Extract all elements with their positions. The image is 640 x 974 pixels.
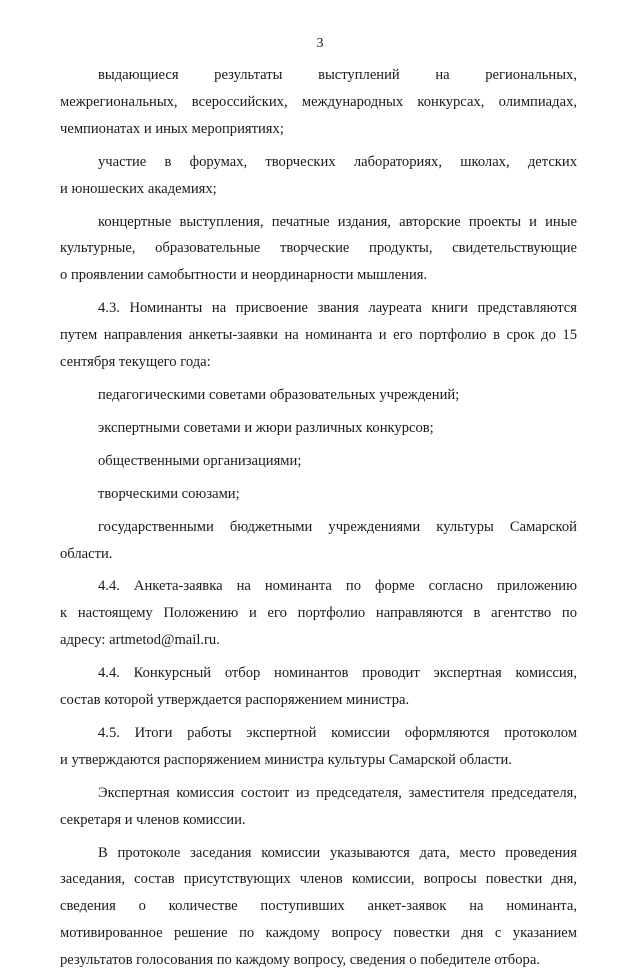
- text-line: состав которой утверждается распоряжением министра.: [60, 692, 410, 709]
- page-number: 3: [316, 36, 324, 51]
- text-line: Экспертная комиссия состоит из председателя, заместителя председателя,: [98, 784, 577, 801]
- paragraph-4-5: [60, 720, 577, 774]
- text-line: и юношеских академиях;: [60, 180, 217, 197]
- text-line: путем направления анкеты-заявки на номинанта и его портфолио в срок до 15: [60, 327, 577, 344]
- text-line: государственными бюджетными учреждениями культуры Самарской: [98, 518, 577, 535]
- text-line: чемпионатах и иных мероприятиях;: [60, 120, 284, 137]
- list-item-public-organizations: общественными организациями;: [98, 452, 302, 469]
- text-line: секретаря и членов комиссии.: [60, 811, 246, 828]
- text-line: 4.3. Номинанты на присвоение звания лауреата книги представляются: [98, 300, 577, 317]
- text-line: к настоящему Положению и его портфолио направляются в агентство по: [60, 605, 577, 622]
- text-line: 4.4. Анкета-заявка на номинанта по форме согласно приложению: [98, 578, 577, 595]
- text-line: заседания, состав присутствующих членов комиссии, вопросы повестки дня,: [60, 871, 577, 888]
- text-line: сведения о количестве поступивших анкет-заявок на номинанта,: [60, 898, 577, 915]
- list-item-state-institutions: [60, 514, 577, 568]
- paragraph-4-4-application: [60, 573, 577, 654]
- list-item-expert-councils: экспертными советами и жюри различных конкурсов;: [98, 419, 434, 436]
- text-line: концертные выступления, печатные издания, авторские проекты и иные: [98, 213, 577, 230]
- document-body: [60, 62, 577, 974]
- text-line: участие в форумах, творческих лабораториях, школах, детских: [98, 153, 577, 170]
- text-line: о проявлении самобытности и неординарности мышления.: [60, 267, 428, 284]
- paragraph-4-4-selection: [60, 660, 577, 714]
- text-line: и утверждаются распоряжением министра культуры Самарской области.: [60, 751, 512, 768]
- text-line: результатов голосования по каждому вопросу, сведения о победителе отбора.: [60, 952, 540, 969]
- paragraph-achievements: [60, 62, 577, 143]
- paragraph-concerts: [60, 209, 577, 290]
- text-line: 4.4. Конкурсный отбор номинантов проводит экспертная комиссия,: [98, 665, 577, 682]
- list-item-pedagogical-councils: педагогическими советами образовательных учреждений;: [98, 386, 460, 403]
- text-line: культурные, образовательные творческие продукты, свидетельствующие: [60, 240, 577, 257]
- text-line: выдающиеся результаты выступлений на региональных,: [98, 67, 577, 83]
- text-line: межрегиональных, всероссийских, международных конкурсах, олимпиадах,: [60, 93, 577, 110]
- text-line: 4.5. Итоги работы экспертной комиссии оформляются протоколом: [98, 724, 577, 741]
- text-line: В протоколе заседания комиссии указываются дата, место проведения: [98, 844, 577, 861]
- text-line: адресу: artmetod@mail.ru.: [60, 632, 220, 649]
- paragraph-protocol: [60, 840, 577, 974]
- paragraph-4-3: [60, 295, 577, 376]
- list-item-creative-unions: творческими союзами;: [98, 485, 240, 502]
- paragraph-participation: [60, 149, 577, 203]
- text-line: сентября текущего года:: [60, 354, 211, 371]
- paragraph-commission-composition: [60, 780, 577, 834]
- text-line: области.: [60, 545, 113, 562]
- text-line: мотивированное решение по каждому вопросу повестки дня с указанием: [60, 925, 577, 942]
